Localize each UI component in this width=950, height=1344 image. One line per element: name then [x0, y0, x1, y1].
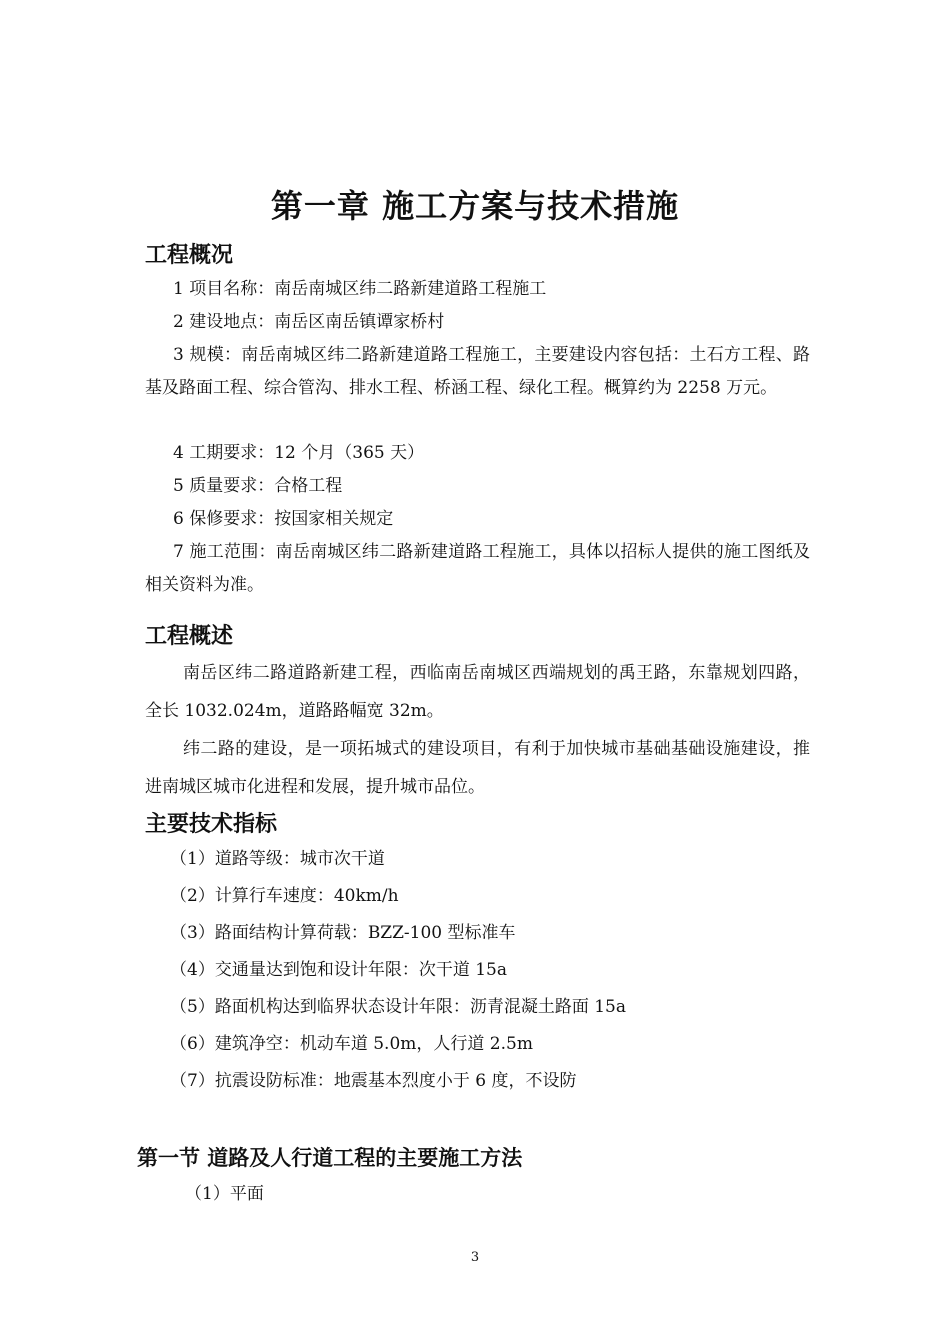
overview-item: 5 质量要求：合格工程 — [173, 476, 343, 496]
indicator-item: （7）抗震设防标准：地震基本烈度小于 6 度，不设防 — [170, 1071, 577, 1091]
overview-item: 2 建设地点：南岳区南岳镇谭家桥村 — [173, 312, 445, 332]
overview-item: 7 施工范围：南岳南城区纬二路新建道路工程施工，具体以招标人提供的施工图纸及相关资料为准。 — [145, 542, 810, 595]
indicator-item: （2）计算行车速度：40km/h — [170, 886, 399, 906]
indicator-item: （6）建筑净空：机动车道 5.0m，人行道 2.5m — [170, 1034, 533, 1054]
indicator-item: （4）交通量达到饱和设计年限：次干道 15a — [170, 960, 507, 980]
overview-item: 3 规模：南岳南城区纬二路新建道路工程施工，主要建设内容包括：土石方工程、路基及路面工程、综合管沟、排水工程、桥涵工程、绿化工程。概算约为 2258 万元。 — [145, 345, 810, 398]
heading-description: 工程概述 — [145, 624, 234, 649]
description-paragraph: 纬二路的建设，是一项拓城式的建设项目，有利于加快城市基础基础设施建设，推进南城区城市化进程和发展，提升城市品位。 — [145, 739, 810, 797]
section-heading: 第一节 道路及人行道工程的主要施工方法 — [137, 1146, 523, 1170]
indicator-item: （1）道路等级：城市次干道 — [170, 849, 385, 869]
description-paragraph: 南岳区纬二路道路新建工程，西临南岳南城区西端规划的禹王路，东靠规划四路，全长 1032.024m，道路路幅宽 32m。 — [145, 663, 810, 721]
subsection-label: （1）平面 — [185, 1184, 264, 1204]
chapter-title: 第一章 施工方案与技术措施 — [270, 187, 680, 225]
indicator-item: （3）路面结构计算荷载：BZZ-100 型标准车 — [170, 923, 516, 943]
page-number: 3 — [470, 1250, 480, 1265]
indicator-item: （5）路面机构达到临界状态设计年限：沥青混凝土路面 15a — [170, 997, 626, 1017]
overview-item: 6 保修要求：按国家相关规定 — [173, 509, 394, 529]
heading-indicators: 主要技术指标 — [145, 812, 278, 837]
overview-item: 1 项目名称：南岳南城区纬二路新建道路工程施工 — [173, 279, 547, 299]
overview-item: 4 工期要求：12 个月（365 天） — [173, 443, 425, 463]
heading-overview: 工程概况 — [145, 243, 234, 268]
